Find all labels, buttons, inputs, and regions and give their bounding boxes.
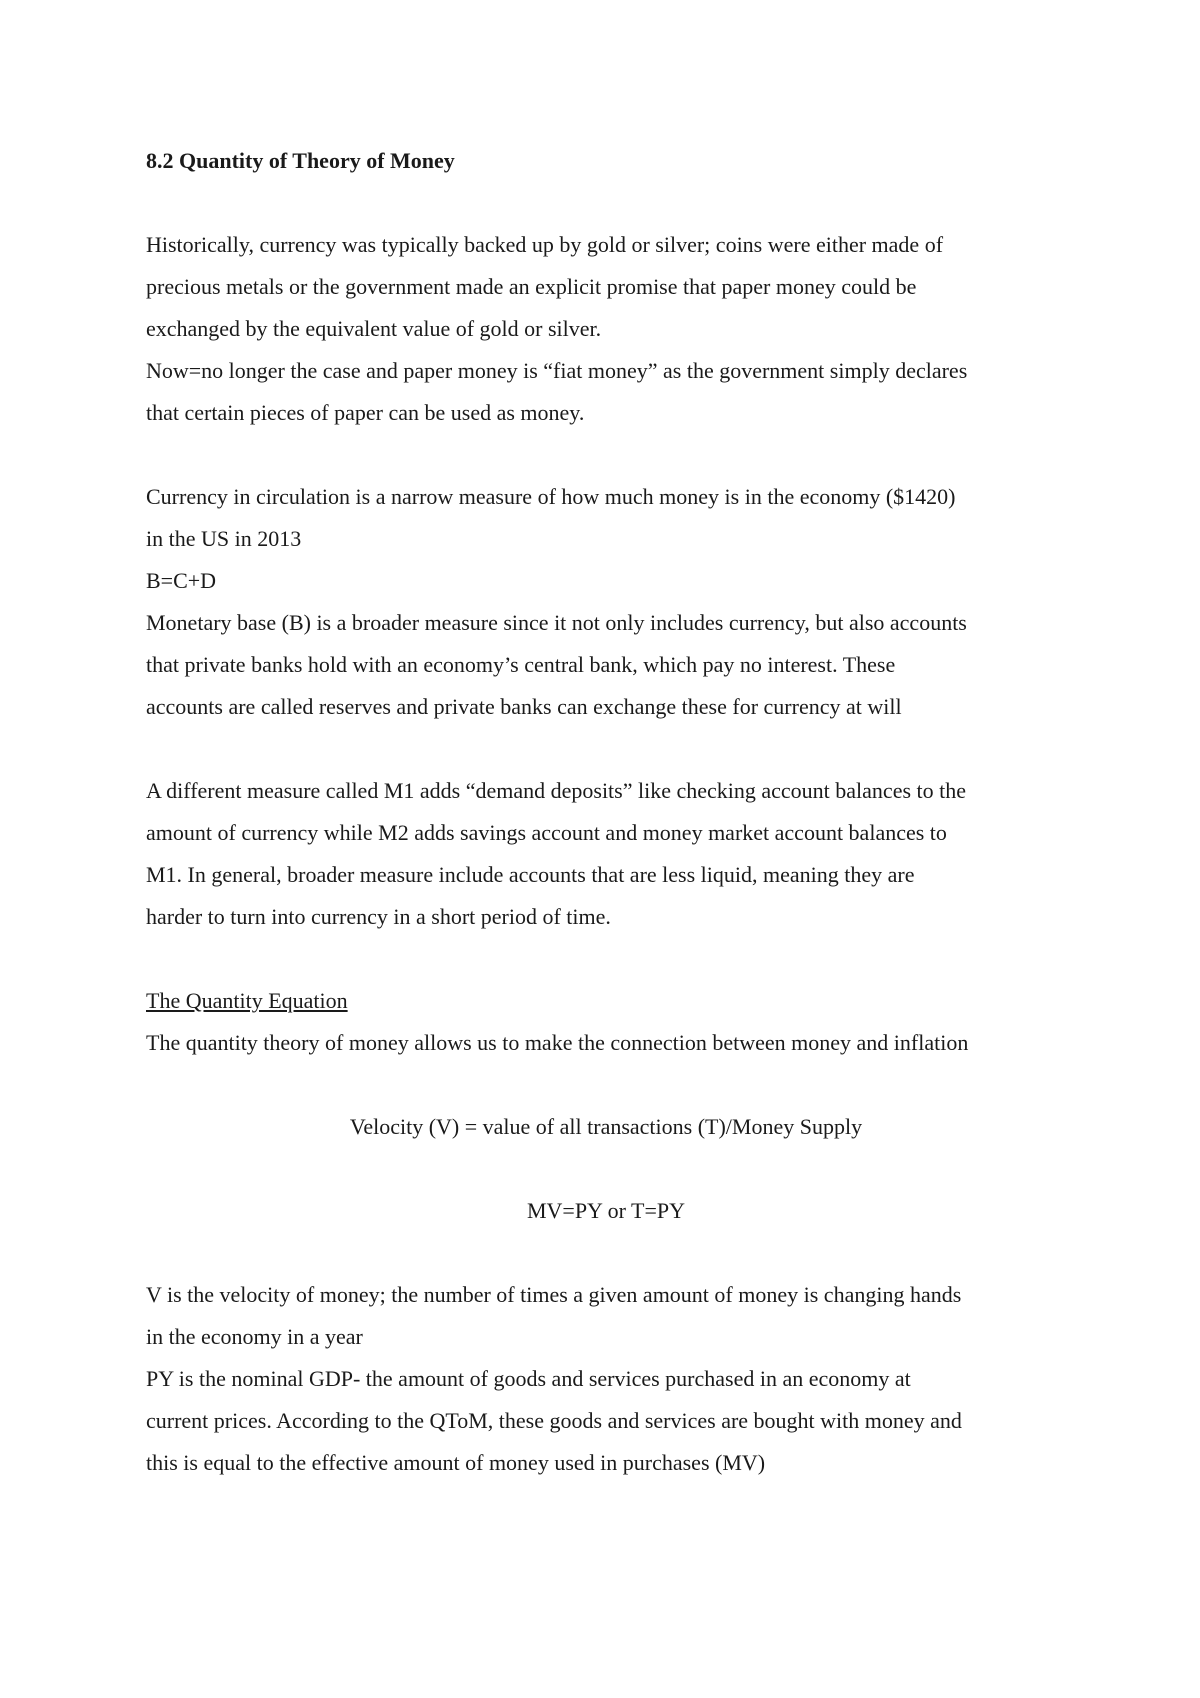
paragraph-money-measures <box>146 476 1066 728</box>
text-line: that private banks hold with an economy’s central bank, which pay no interest. These <box>146 652 896 677</box>
text-line: amount of currency while M2 adds savings account and money market account balances to <box>146 820 947 845</box>
text-line: in the economy in a year <box>146 1324 363 1349</box>
text-line: The quantity theory of money allows us to make the connection between money and inflation <box>146 1030 969 1055</box>
text-line: A different measure called M1 adds “demand deposits” like checking account balances to the <box>146 778 967 803</box>
text-line: B=C+D <box>146 568 217 593</box>
text-line: Monetary base (B) is a broader measure since it not only includes currency, but also accounts <box>146 610 967 635</box>
paragraph-currency-history <box>146 224 1066 434</box>
equation-quantity: MV=PY or T=PY <box>526 1198 686 1223</box>
document-body <box>146 140 1066 1484</box>
subheading-quantity-equation: The Quantity Equation <box>146 988 348 1013</box>
paragraph-spacer <box>146 938 1066 980</box>
paragraph-spacer <box>146 1064 1066 1106</box>
text-line: that certain pieces of paper can be used as money. <box>146 400 585 425</box>
text-line: precious metals or the government made an explicit promise that paper money could be <box>146 274 917 299</box>
text-line: harder to turn into currency in a short period of time. <box>146 904 611 929</box>
paragraph-spacer <box>146 1148 1066 1190</box>
text-line: Currency in circulation is a narrow measure of how much money is in the economy ($1420) <box>146 484 956 509</box>
text-line: Historically, currency was typically backed up by gold or silver; coins were either made of <box>146 232 944 257</box>
text-line: PY is the nominal GDP- the amount of goods and services purchased in an economy at <box>146 1366 911 1391</box>
equation-velocity: Velocity (V) = value of all transactions (T)/Money Supply <box>349 1114 863 1139</box>
paragraph-spacer <box>146 434 1066 476</box>
text-line: this is equal to the effective amount of money used in purchases (MV) <box>146 1450 766 1475</box>
text-line: Now=no longer the case and paper money is “fiat money” as the government simply declares <box>146 358 968 383</box>
text-line: current prices. According to the QToM, these goods and services are bought with money and <box>146 1408 962 1433</box>
paragraph-spacer <box>146 728 1066 770</box>
text-line: V is the velocity of money; the number of times a given amount of money is changing hands <box>146 1282 962 1307</box>
text-line: M1. In general, broader measure include accounts that are less liquid, meaning they are <box>146 862 915 887</box>
text-line: in the US in 2013 <box>146 526 302 551</box>
section-heading: 8.2 Quantity of Theory of Money <box>146 148 455 173</box>
paragraph-definitions <box>146 1274 1066 1484</box>
paragraph-m1-m2 <box>146 770 1066 938</box>
text-line: accounts are called reserves and private banks can exchange these for currency at will <box>146 694 902 719</box>
paragraph-spacer <box>146 1232 1066 1274</box>
text-line: exchanged by the equivalent value of gold or silver. <box>146 316 602 341</box>
